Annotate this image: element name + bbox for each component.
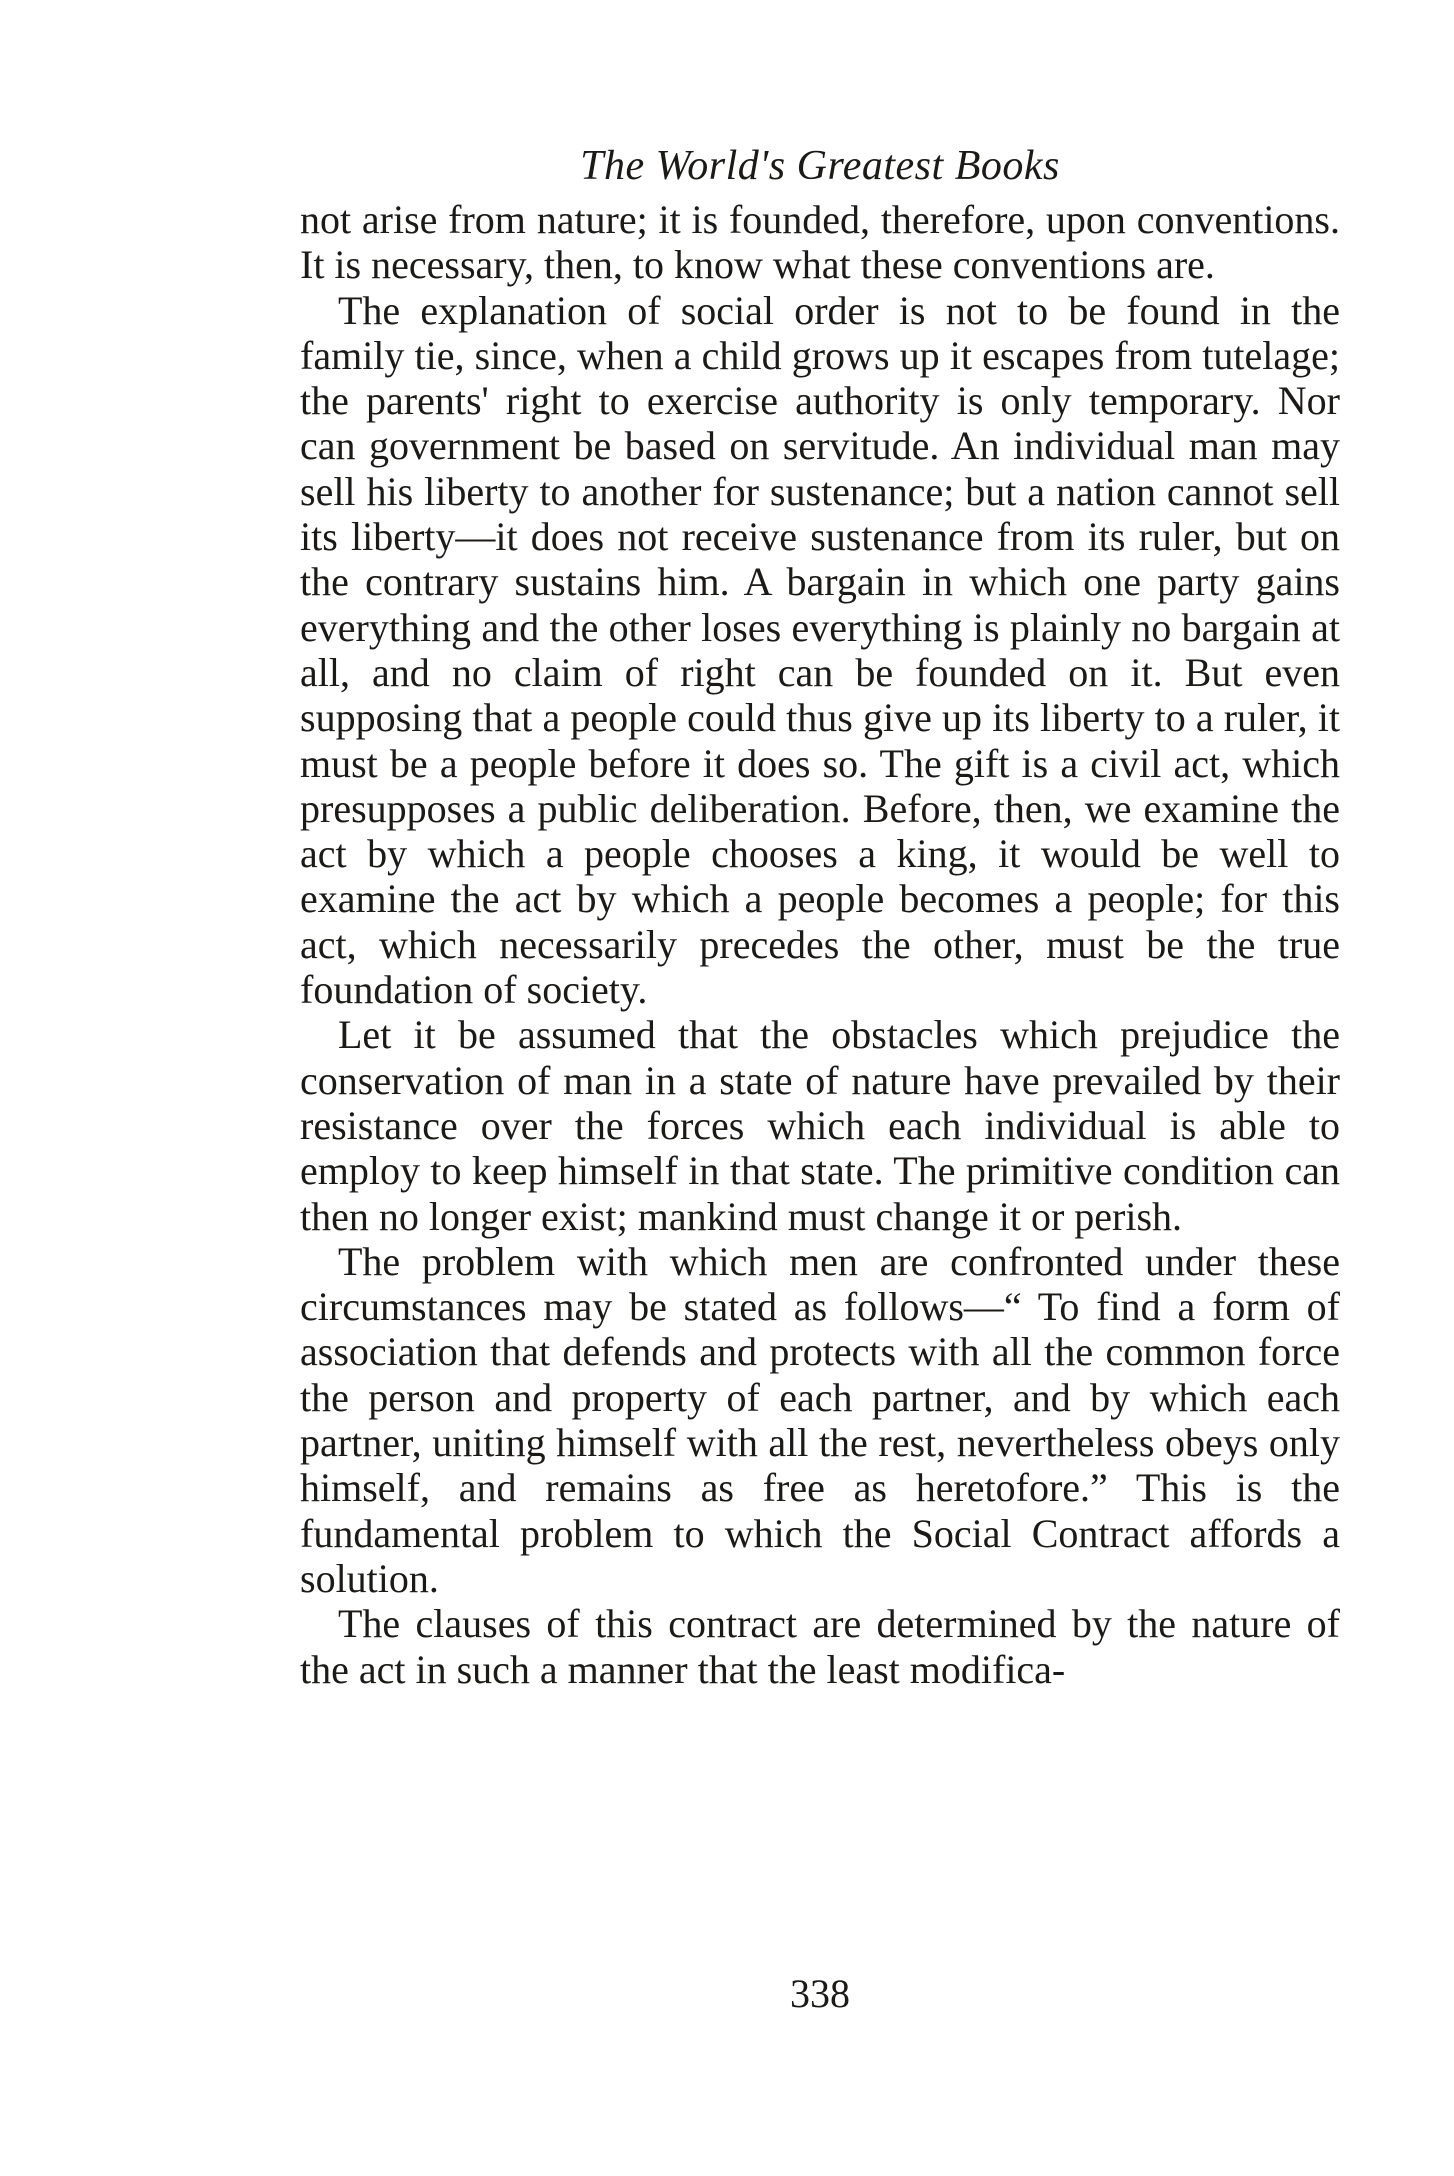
paragraph-problem: The problem with which men are confronted under these circumstances may be stated as follows—“ To find a form of association that defends and protects with all the common force the person and property of each partner, and by which each partner, uniting himself with all the rest, nevertheless obeys only himself, and remains as free as heretofore.” This is the fundamental problem to which the Social Contract affords a solution. [300, 1238, 1340, 1601]
paragraph-state-of-nature: Let it be assumed that the obstacles which prejudice the conservation of man in a state of nature have prevailed by their resistance over the forces which each individual is able to employ to keep himself in that state. The primitive condition can then no longer exist; mankind must change it or perish. [300, 1012, 1340, 1239]
paragraph-continued: not arise from nature; it is founded, therefore, upon conventions. It is necessary, then, to know what these conventions are. [300, 197, 1340, 288]
body-text [300, 197, 1340, 1692]
paragraph-social-order: The explanation of social order is not to be found in the family tie, since, when a child grows up it escapes from tutelage; the parents' right to exercise authority is only temporary. Nor can government be based on servitude. An individual man may sell his liberty to another for sustenance; but a nation cannot sell its liberty—it does not receive sustenance from its ruler, but on the contrary sustains him. A bargain in which one party gains everything and the other loses everything is plainly no bargain at all, and no claim of right can be founded on it. But even supposing that a people could thus give up its liberty to a ruler, it must be a people before it does so. The gift is a civil act, which presupposes a public deliberation. Before, then, we examine the act by which a people chooses a king, it would be well to examine the act by which a people becomes a people; for this act, which necessarily precedes the other, must be the true foundation of society. [300, 287, 1340, 1013]
running-head: The World's Greatest Books [580, 143, 1060, 189]
page-number: 338 [790, 1971, 850, 2016]
paragraph-clauses: The clauses of this contract are determined by the nature of the act in such a manner that the least modifica- [300, 1601, 1340, 1692]
